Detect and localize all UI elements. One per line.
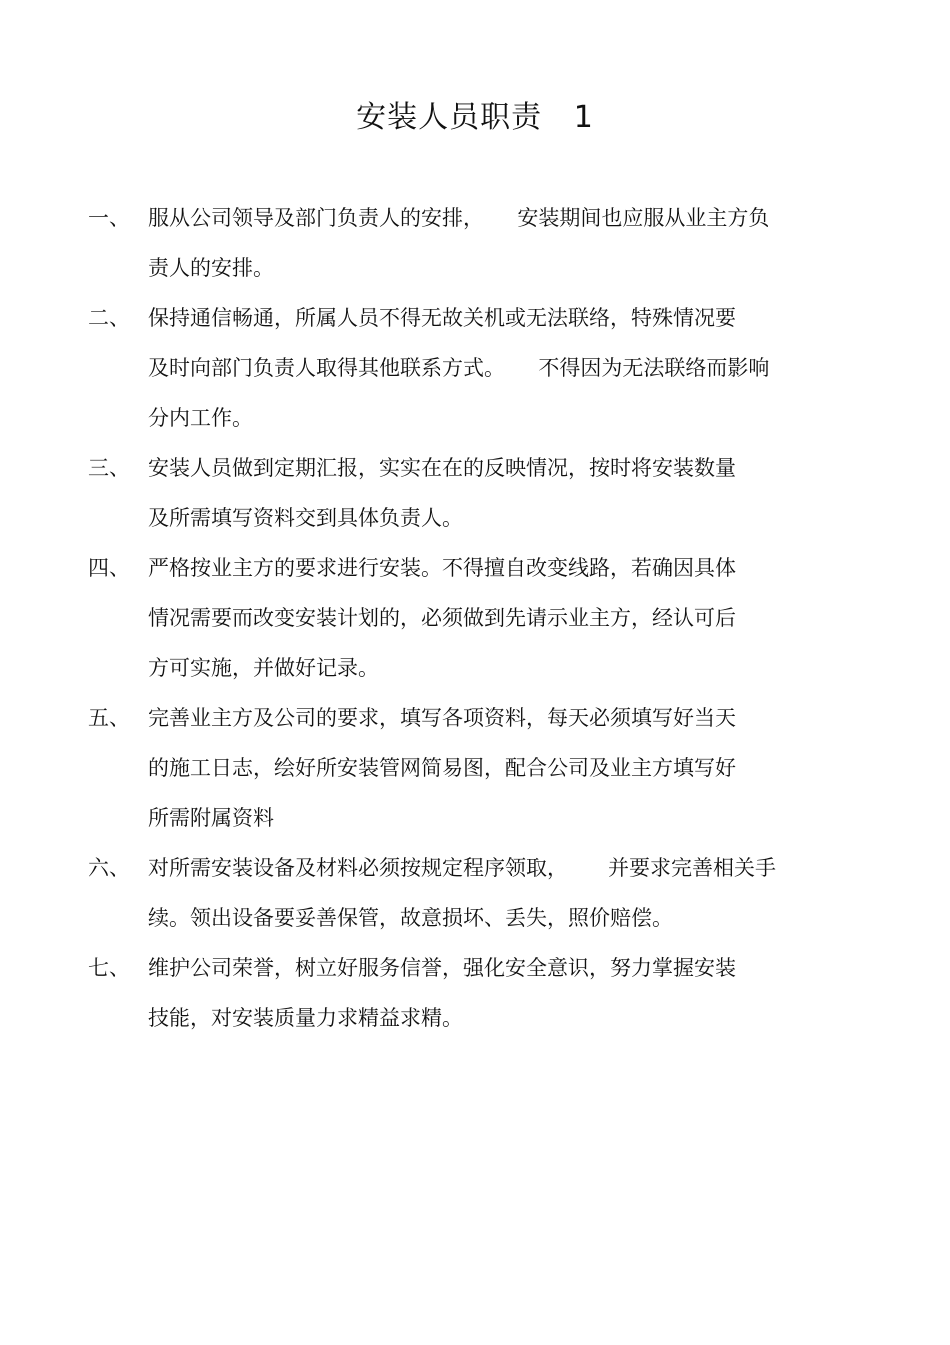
clause-text-line: 续。领出设备要妥善保管，故意损坏、丢失，照价赔偿。: [148, 906, 673, 930]
clause-list: [88, 193, 868, 1043]
clause-number: 六、: [88, 856, 130, 880]
clause-number: 五、: [88, 706, 130, 730]
clause-text-line: 服从公司领导及部门负责人的安排， 安装期间也应服从业主方负: [148, 206, 770, 230]
clause-text-line: 所需附属资料: [148, 806, 274, 830]
clause-3: [88, 443, 868, 543]
clause-text-line: 严格按业主方的要求进行安装。不得擅自改变线路，若确因具体: [148, 556, 736, 580]
clause-1: [88, 193, 868, 293]
clause-number: 一、: [88, 206, 130, 230]
clause-text-line: 情况需要而改变安装计划的，必须做到先请示业主方，经认可后: [148, 606, 736, 630]
clause-text-line: 责人的安排。: [148, 256, 274, 280]
clause-4: [88, 543, 868, 693]
clause-text-line: 技能，对安装质量力求精益求精。: [148, 1006, 463, 1030]
clause-text-line: 及所需填写资料交到具体负责人。: [148, 506, 463, 530]
page-title: 安装人员职责 1: [356, 100, 594, 135]
clause-5: [88, 693, 868, 843]
clause-number: 三、: [88, 456, 130, 480]
clause-text-line: 维护公司荣誉，树立好服务信誉，强化安全意识，努力掌握安装: [148, 956, 736, 980]
clause-text-line: 及时向部门负责人取得其他联系方式。 不得因为无法联络而影响: [148, 356, 770, 380]
clause-text-line: 分内工作。: [148, 406, 253, 430]
clause-2: [88, 293, 868, 443]
clause-text-line: 安装人员做到定期汇报，实实在在的反映情况，按时将安装数量: [148, 456, 736, 480]
clause-text-line: 完善业主方及公司的要求，填写各项资料，每天必须填写好当天: [148, 706, 736, 730]
clause-number: 七、: [88, 956, 130, 980]
clause-number: 二、: [88, 306, 130, 330]
clause-text-line: 保持通信畅通，所属人员不得无故关机或无法联络，特殊情况要: [148, 306, 736, 330]
clause-7: [88, 943, 868, 1043]
clause-number: 四、: [88, 556, 130, 580]
clause-text-line: 的施工日志，绘好所安装管网简易图，配合公司及业主方填写好: [148, 756, 736, 780]
clause-6: [88, 843, 868, 943]
clause-text-line: 对所需安装设备及材料必须按规定程序领取， 并要求完善相关手: [148, 856, 777, 880]
clause-text-line: 方可实施，并做好记录。: [148, 656, 379, 680]
